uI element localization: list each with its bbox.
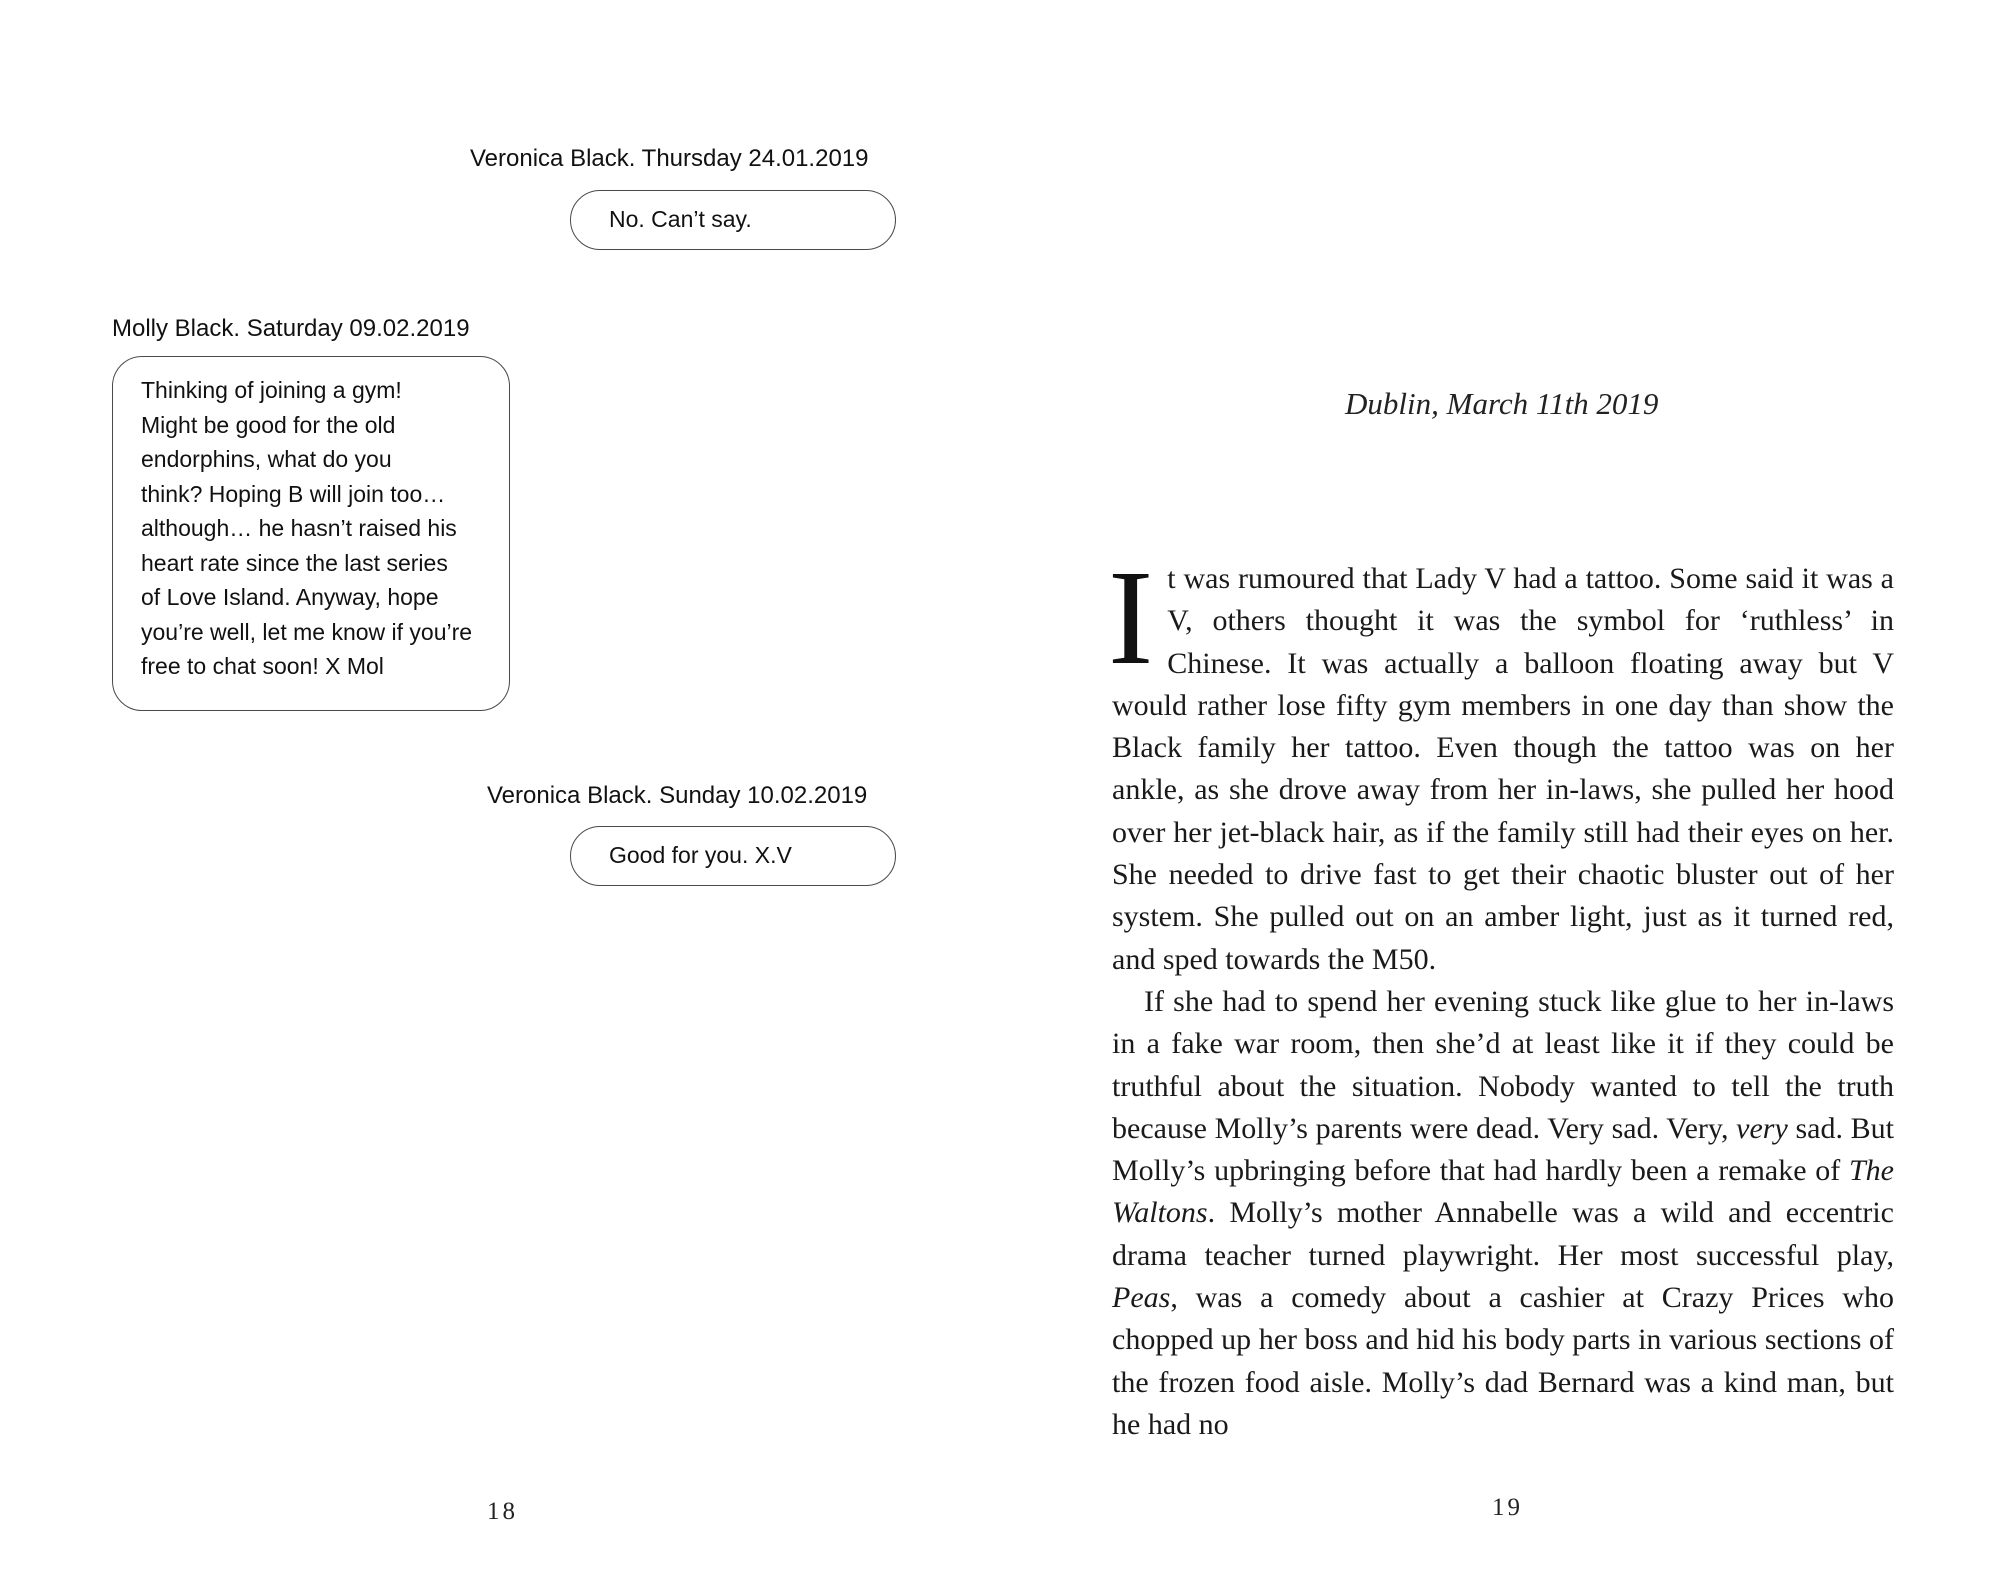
message-3-text: Good for you. X.V xyxy=(609,842,792,868)
paragraph-2-title-the-waltons: The Waltons xyxy=(1112,1154,1894,1230)
message-2-line: Thinking of joining a gym! xyxy=(141,377,402,403)
paragraph-2-text-b: sad. But Molly’s upbringing before that had hardly been a remake of xyxy=(1112,1111,1894,1188)
right-page xyxy=(1000,0,2000,1570)
message-2-line: heart rate since the last series xyxy=(141,549,448,576)
paragraph-1 xyxy=(1108,543,1894,981)
paragraph-1-text: t was rumoured that Lady V had a tattoo. Some said it was a V, others thought it was the symbol for ‘ruthless’ in Chinese. It was actually a balloon floating away but V would rather lose fifty gym members in one day than show the Black family her tattoo. Even though the tattoo was on her ankle, as she drove away from her in-laws, she pulled her hood over her jet-black hair, as if the family still had their eyes on her. She needed to drive fast to get their chaotic bluster out of her system. She pulled out on an amber light, just as it turned red, and sped towards the M50. xyxy=(1112,562,1894,976)
message-2-line: endorphins, what do you xyxy=(141,446,392,472)
message-1-header: Veronica Black. Thursday 24.01.2019 xyxy=(470,145,869,172)
page-number-right: 19 xyxy=(1492,1494,1523,1521)
paragraph-2 xyxy=(1112,981,1894,1446)
message-2-bubble xyxy=(112,356,510,711)
message-2-line: Might be good for the old xyxy=(141,411,396,438)
chapter-heading xyxy=(1345,386,1845,422)
paragraph-2-emphasis-very: very xyxy=(1736,1111,1788,1145)
message-2-line: you’re well, let me know if you’re xyxy=(141,618,473,645)
paragraph-2-text-a: If she had to spend her evening stuck like glue to her in-laws in a fake war room, then she’d at least like it if they could be truthful about the situation. Nobody wanted to tell the truth because Molly’s parents were dead. Very sad. Very, xyxy=(1112,984,1894,1145)
paragraph-2-title-peas: Peas xyxy=(1112,1281,1171,1315)
message-1-text: No. Can’t say. xyxy=(609,206,752,232)
paragraph-2-text-c: . Molly’s mother Annabelle was a wild and eccentric drama teacher turned playwright. Her most successful play, xyxy=(1112,1196,1894,1272)
message-3-header: Veronica Black. Sunday 10.02.2019 xyxy=(487,782,868,809)
drop-cap: I xyxy=(1108,543,1154,693)
body-text xyxy=(1108,543,1894,1446)
message-2-line: of Love Island. Anyway, hope xyxy=(141,584,439,610)
heading-date: March 11th 2019 xyxy=(1446,386,1659,421)
message-1-bubble xyxy=(570,190,896,250)
message-2-line: although… he hasn’t raised his xyxy=(141,515,457,541)
page-number-left: 18 xyxy=(487,1498,518,1525)
paragraph-2-text-d: , was a comedy about a cashier at Crazy Prices who chopped up her boss and hid his body parts in various sections of the frozen food aisle. Molly’s dad Bernard was a kind man, but he had no xyxy=(1112,1281,1894,1441)
message-2-line: think? Hoping B will join too… xyxy=(141,480,446,507)
message-2-header: Molly Black. Saturday 09.02.2019 xyxy=(112,315,470,342)
message-3-bubble xyxy=(570,826,896,886)
message-2-line: free to chat soon! X Mol xyxy=(141,653,384,679)
heading-place: Dublin, xyxy=(1345,386,1439,421)
